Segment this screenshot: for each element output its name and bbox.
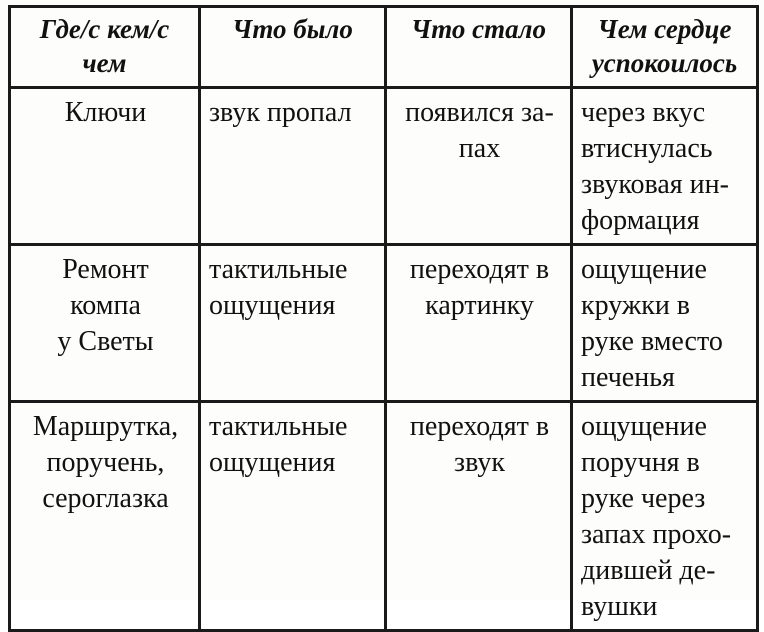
cell-was: [200, 245, 386, 402]
cell-line: Маршрутка,: [32, 411, 179, 442]
cell-line: вушки: [581, 591, 658, 622]
cell-became: [386, 88, 572, 245]
cell-line: ощущение: [581, 254, 707, 285]
cell-line: дившей де-: [581, 555, 716, 586]
cell-line: звуковая ин-: [581, 169, 729, 200]
table-row: [10, 88, 758, 245]
header-where-with-whom: [10, 7, 200, 88]
table-row: [10, 402, 758, 631]
cell-line: формация: [581, 205, 700, 236]
cell-line: печенья: [581, 362, 675, 393]
emotions-table: [8, 5, 759, 632]
cell-was: [200, 402, 386, 631]
cell-line: переходят в: [409, 411, 550, 442]
cell-became: [386, 245, 572, 402]
cell-calmed: [572, 245, 758, 402]
cell-line: картинку: [425, 290, 534, 321]
cell-line: поручень,: [46, 447, 165, 478]
cell-line: ощущения: [209, 290, 336, 321]
cell-line: у Светы: [57, 326, 154, 357]
cell-calmed: [572, 402, 758, 631]
cell-calmed: [572, 88, 758, 245]
cell-line: компа: [70, 290, 141, 321]
header-what-calmed-heart: [572, 7, 758, 88]
cell-line: кружки в: [581, 290, 691, 321]
cell-line: пах: [458, 133, 501, 164]
cell-line: руке через: [581, 483, 706, 514]
header-line: Где/с кем/с: [39, 14, 170, 44]
cell-line: звук пропал: [209, 97, 352, 128]
cell-line: поручня в: [581, 447, 700, 478]
cell-line: появился за-: [405, 97, 554, 128]
cell-line: ощущение: [581, 411, 707, 442]
cell-was: [200, 88, 386, 245]
cell-place: [10, 402, 200, 631]
cell-line: ощущения: [209, 447, 336, 478]
header-line: Что было: [232, 14, 353, 44]
cell-became: [386, 402, 572, 631]
cell-line: запах прохо-: [581, 519, 732, 550]
cell-line: сероглазка: [42, 483, 169, 514]
cell-line: звук: [454, 447, 505, 478]
cell-place: [10, 245, 200, 402]
cell-line: Ключи: [64, 97, 147, 128]
header-line: успокоилось: [591, 48, 738, 78]
table-header-row: [10, 7, 758, 88]
cell-line: втиснулась: [581, 133, 713, 164]
cell-line: тактильные: [209, 254, 348, 285]
header-line: Чем сердце: [597, 14, 732, 44]
cell-line: Ремонт: [62, 254, 149, 285]
table-row: [10, 245, 758, 402]
cell-line: переходят в: [409, 254, 550, 285]
cell-line: через вкус: [581, 97, 706, 128]
cell-line: руке вместо: [581, 326, 723, 357]
header-what-became: [386, 7, 572, 88]
cell-line: тактильные: [209, 411, 348, 442]
header-line: чем: [82, 48, 127, 78]
header-line: Что стало: [411, 14, 546, 44]
header-what-was: [200, 7, 386, 88]
cell-place: [10, 88, 200, 245]
